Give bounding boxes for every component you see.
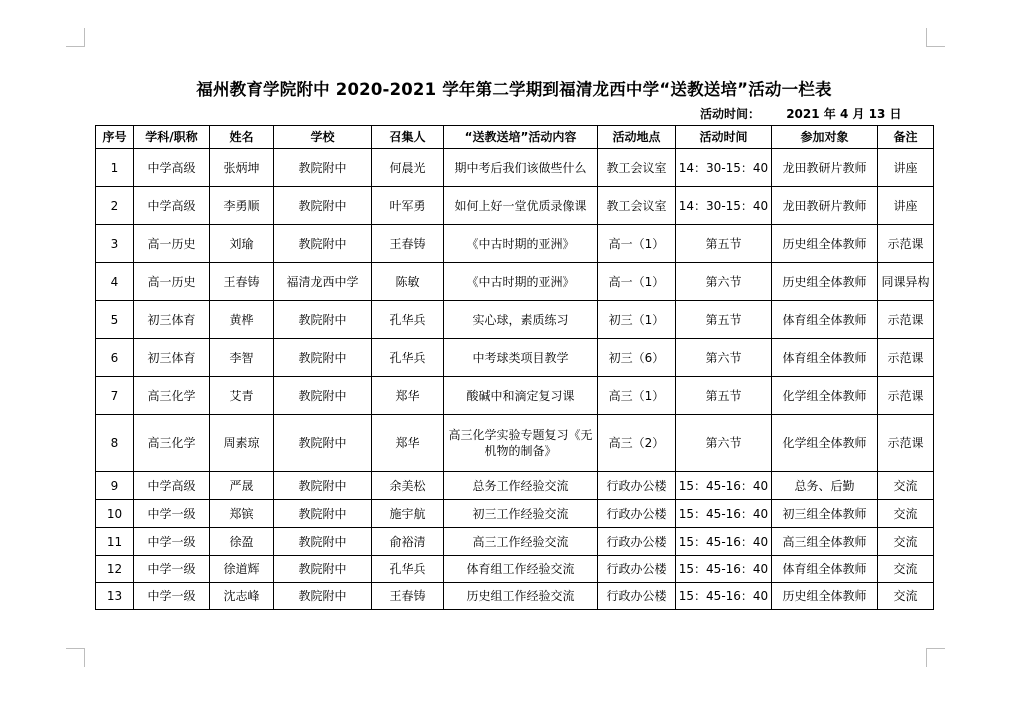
cell-school: 教院附中 bbox=[274, 187, 372, 225]
table-row bbox=[96, 415, 934, 472]
cell-location: 行政办公楼 bbox=[598, 472, 676, 500]
cell-school: 教院附中 bbox=[274, 225, 372, 263]
cell-name: 李智 bbox=[210, 339, 274, 377]
cell-subject: 高三化学 bbox=[134, 377, 210, 415]
column-header: 备注 bbox=[878, 126, 934, 149]
cell-convener: 孔华兵 bbox=[372, 556, 444, 583]
cell-no: 5 bbox=[96, 301, 134, 339]
cell-time: 第五节 bbox=[676, 225, 772, 263]
cell-school: 教院附中 bbox=[274, 556, 372, 583]
cell-school: 教院附中 bbox=[274, 500, 372, 528]
cell-note: 交流 bbox=[878, 528, 934, 556]
cell-location: 高一（1） bbox=[598, 263, 676, 301]
cell-location: 初三（1） bbox=[598, 301, 676, 339]
crop-mark-top-left bbox=[66, 28, 85, 47]
activity-time-line bbox=[700, 105, 930, 122]
cell-name: 徐道辉 bbox=[210, 556, 274, 583]
cell-no: 6 bbox=[96, 339, 134, 377]
cell-time: 14：30-15：40 bbox=[676, 187, 772, 225]
cell-convener: 孔华兵 bbox=[372, 301, 444, 339]
cell-audience: 体育组全体教师 bbox=[772, 339, 878, 377]
cell-name: 艾青 bbox=[210, 377, 274, 415]
cell-school: 教院附中 bbox=[274, 528, 372, 556]
cell-note: 同课异构 bbox=[878, 263, 934, 301]
cell-school: 教院附中 bbox=[274, 149, 372, 187]
table-row bbox=[96, 500, 934, 528]
cell-audience: 体育组全体教师 bbox=[772, 556, 878, 583]
table-row bbox=[96, 472, 934, 500]
column-header: 参加对象 bbox=[772, 126, 878, 149]
cell-location: 高三（2） bbox=[598, 415, 676, 472]
crop-mark-bottom-left bbox=[66, 648, 85, 667]
cell-note: 讲座 bbox=[878, 187, 934, 225]
cell-convener: 施宇航 bbox=[372, 500, 444, 528]
cell-subject: 初三体育 bbox=[134, 301, 210, 339]
cell-audience: 总务、后勤 bbox=[772, 472, 878, 500]
cell-audience: 化学组全体教师 bbox=[772, 377, 878, 415]
table-row bbox=[96, 301, 934, 339]
cell-convener: 余美松 bbox=[372, 472, 444, 500]
cell-time: 15：45-16：40 bbox=[676, 556, 772, 583]
cell-no: 3 bbox=[96, 225, 134, 263]
cell-time: 第六节 bbox=[676, 415, 772, 472]
cell-name: 张炳坤 bbox=[210, 149, 274, 187]
cell-school: 教院附中 bbox=[274, 415, 372, 472]
cell-no: 2 bbox=[96, 187, 134, 225]
cell-convener: 郑华 bbox=[372, 377, 444, 415]
cell-subject: 中学高级 bbox=[134, 187, 210, 225]
cell-note: 交流 bbox=[878, 472, 934, 500]
cell-time: 第五节 bbox=[676, 301, 772, 339]
column-header: 活动时间 bbox=[676, 126, 772, 149]
cell-content: 高三工作经验交流 bbox=[444, 528, 598, 556]
cell-name: 沈志峰 bbox=[210, 583, 274, 610]
cell-subject: 中学一级 bbox=[134, 583, 210, 610]
cell-time: 15：45-16：40 bbox=[676, 500, 772, 528]
cell-audience: 龙田教研片教师 bbox=[772, 187, 878, 225]
cell-school: 教院附中 bbox=[274, 377, 372, 415]
cell-audience: 历史组全体教师 bbox=[772, 583, 878, 610]
table-row bbox=[96, 149, 934, 187]
table-row bbox=[96, 528, 934, 556]
cell-audience: 历史组全体教师 bbox=[772, 225, 878, 263]
cell-content: 酸碱中和滴定复习课 bbox=[444, 377, 598, 415]
cell-subject: 初三体育 bbox=[134, 339, 210, 377]
cell-convener: 俞裕清 bbox=[372, 528, 444, 556]
cell-subject: 中学一级 bbox=[134, 500, 210, 528]
cell-no: 13 bbox=[96, 583, 134, 610]
cell-no: 4 bbox=[96, 263, 134, 301]
cell-convener: 郑华 bbox=[372, 415, 444, 472]
cell-content: 体育组工作经验交流 bbox=[444, 556, 598, 583]
column-header: 学校 bbox=[274, 126, 372, 149]
cell-name: 王春铸 bbox=[210, 263, 274, 301]
cell-note: 讲座 bbox=[878, 149, 934, 187]
cell-audience: 初三组全体教师 bbox=[772, 500, 878, 528]
column-header: 学科/职称 bbox=[134, 126, 210, 149]
cell-name: 黄桦 bbox=[210, 301, 274, 339]
table-row bbox=[96, 187, 934, 225]
cell-audience: 体育组全体教师 bbox=[772, 301, 878, 339]
cell-convener: 陈敏 bbox=[372, 263, 444, 301]
column-header: 姓名 bbox=[210, 126, 274, 149]
cell-note: 交流 bbox=[878, 583, 934, 610]
cell-school: 教院附中 bbox=[274, 301, 372, 339]
cell-location: 初三（6） bbox=[598, 339, 676, 377]
column-header: “送教送培”活动内容 bbox=[444, 126, 598, 149]
table-row bbox=[96, 263, 934, 301]
cell-name: 周素琼 bbox=[210, 415, 274, 472]
cell-note: 示范课 bbox=[878, 301, 934, 339]
cell-no: 8 bbox=[96, 415, 134, 472]
cell-time: 第六节 bbox=[676, 339, 772, 377]
cell-note: 交流 bbox=[878, 500, 934, 528]
cell-location: 高三（1） bbox=[598, 377, 676, 415]
cell-name: 严晟 bbox=[210, 472, 274, 500]
table-header-row bbox=[96, 126, 934, 149]
cell-no: 12 bbox=[96, 556, 134, 583]
cell-content: 《中古时期的亚洲》 bbox=[444, 263, 598, 301]
cell-school: 教院附中 bbox=[274, 472, 372, 500]
table-row bbox=[96, 583, 934, 610]
crop-mark-top-right bbox=[926, 28, 945, 47]
cell-note: 交流 bbox=[878, 556, 934, 583]
cell-subject: 高一历史 bbox=[134, 263, 210, 301]
cell-note: 示范课 bbox=[878, 415, 934, 472]
table-row bbox=[96, 556, 934, 583]
cell-no: 9 bbox=[96, 472, 134, 500]
table-row bbox=[96, 377, 934, 415]
cell-content: 高三化学实验专题复习《无机物的制备》 bbox=[444, 415, 598, 472]
cell-no: 7 bbox=[96, 377, 134, 415]
cell-convener: 王春铸 bbox=[372, 225, 444, 263]
cell-note: 示范课 bbox=[878, 339, 934, 377]
cell-convener: 何晨光 bbox=[372, 149, 444, 187]
cell-name: 刘瑜 bbox=[210, 225, 274, 263]
cell-time: 14：30-15：40 bbox=[676, 149, 772, 187]
cell-subject: 高三化学 bbox=[134, 415, 210, 472]
cell-location: 行政办公楼 bbox=[598, 583, 676, 610]
cell-time: 第五节 bbox=[676, 377, 772, 415]
column-header: 序号 bbox=[96, 126, 134, 149]
cell-time: 15：45-16：40 bbox=[676, 583, 772, 610]
cell-content: 初三工作经验交流 bbox=[444, 500, 598, 528]
cell-no: 1 bbox=[96, 149, 134, 187]
activity-date: 2021 年 4 月 13 日 bbox=[786, 107, 902, 121]
table-row bbox=[96, 225, 934, 263]
cell-note: 示范课 bbox=[878, 377, 934, 415]
cell-audience: 高三组全体教师 bbox=[772, 528, 878, 556]
cell-time: 第六节 bbox=[676, 263, 772, 301]
cell-location: 高一（1） bbox=[598, 225, 676, 263]
cell-audience: 化学组全体教师 bbox=[772, 415, 878, 472]
cell-note: 示范课 bbox=[878, 225, 934, 263]
cell-content: 实心球，素质练习 bbox=[444, 301, 598, 339]
cell-location: 行政办公楼 bbox=[598, 528, 676, 556]
cell-location: 行政办公楼 bbox=[598, 500, 676, 528]
cell-school: 教院附中 bbox=[274, 583, 372, 610]
cell-location: 行政办公楼 bbox=[598, 556, 676, 583]
cell-content: 总务工作经验交流 bbox=[444, 472, 598, 500]
cell-content: 期中考后我们该做些什么 bbox=[444, 149, 598, 187]
column-header: 活动地点 bbox=[598, 126, 676, 149]
cell-subject: 中学高级 bbox=[134, 149, 210, 187]
document-title: 福州教育学院附中 2020-2021 学年第二学期到福清龙西中学“送教送培”活动一栏表 bbox=[196, 80, 832, 99]
cell-subject: 高一历史 bbox=[134, 225, 210, 263]
cell-convener: 王春铸 bbox=[372, 583, 444, 610]
cell-name: 李勇顺 bbox=[210, 187, 274, 225]
cell-content: 历史组工作经验交流 bbox=[444, 583, 598, 610]
cell-subject: 中学一级 bbox=[134, 556, 210, 583]
cell-audience: 历史组全体教师 bbox=[772, 263, 878, 301]
cell-subject: 中学高级 bbox=[134, 472, 210, 500]
cell-name: 徐盈 bbox=[210, 528, 274, 556]
crop-mark-bottom-right bbox=[926, 648, 945, 667]
cell-content: 如何上好一堂优质录像课 bbox=[444, 187, 598, 225]
column-header: 召集人 bbox=[372, 126, 444, 149]
cell-convener: 叶军勇 bbox=[372, 187, 444, 225]
cell-content: 中考球类项目教学 bbox=[444, 339, 598, 377]
cell-audience: 龙田教研片教师 bbox=[772, 149, 878, 187]
cell-subject: 中学一级 bbox=[134, 528, 210, 556]
cell-school: 福清龙西中学 bbox=[274, 263, 372, 301]
schedule-table bbox=[95, 125, 934, 610]
cell-time: 15：45-16：40 bbox=[676, 472, 772, 500]
activity-time-label: 活动时间： bbox=[700, 107, 761, 121]
cell-location: 教工会议室 bbox=[598, 187, 676, 225]
cell-name: 郑镔 bbox=[210, 500, 274, 528]
cell-content: 《中古时期的亚洲》 bbox=[444, 225, 598, 263]
cell-no: 11 bbox=[96, 528, 134, 556]
cell-school: 教院附中 bbox=[274, 339, 372, 377]
cell-time: 15：45-16：40 bbox=[676, 528, 772, 556]
cell-location: 教工会议室 bbox=[598, 149, 676, 187]
cell-no: 10 bbox=[96, 500, 134, 528]
cell-convener: 孔华兵 bbox=[372, 339, 444, 377]
table-row bbox=[96, 339, 934, 377]
